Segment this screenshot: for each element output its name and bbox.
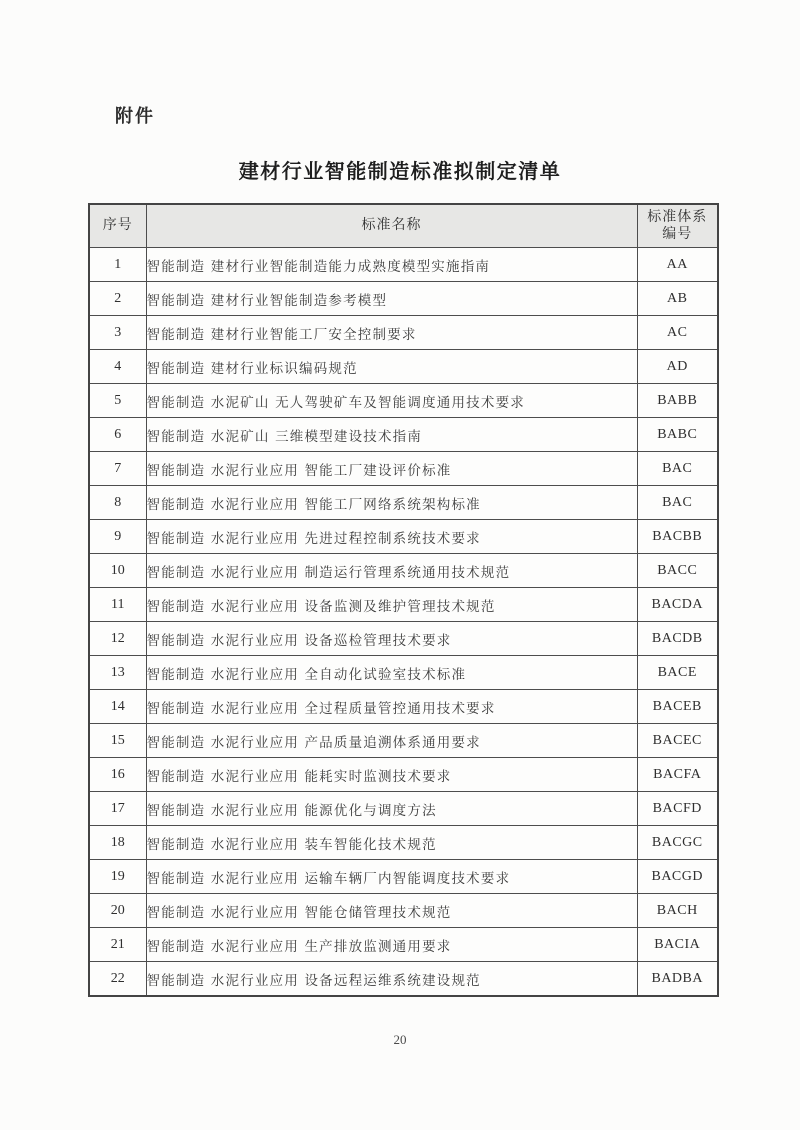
- row-name-cell: 智能制造 水泥行业应用 智能仓储管理技术规范: [146, 894, 637, 928]
- row-index-cell: 16: [89, 758, 146, 792]
- row-index-cell: 15: [89, 724, 146, 758]
- row-code-cell: BACEC: [637, 724, 718, 758]
- row-name-cell: 智能制造 建材行业智能制造参考模型: [146, 282, 637, 316]
- row-code-cell: AC: [637, 316, 718, 350]
- row-code-cell: BABC: [637, 418, 718, 452]
- table-row: [89, 248, 718, 282]
- row-index-cell: 18: [89, 826, 146, 860]
- table-row: [89, 928, 718, 962]
- table-row: [89, 384, 718, 418]
- row-name-cell: 智能制造 水泥矿山 无人驾驶矿车及智能调度通用技术要求: [146, 384, 637, 418]
- row-name-cell: 智能制造 水泥行业应用 设备监测及维护管理技术规范: [146, 588, 637, 622]
- row-name-cell: 智能制造 水泥行业应用 设备巡检管理技术要求: [146, 622, 637, 656]
- page-number: 20: [393, 1032, 407, 1047]
- row-index-cell: 9: [89, 520, 146, 554]
- row-index-cell: 2: [89, 282, 146, 316]
- header-index-label: 序号: [102, 217, 133, 234]
- header-code: [637, 204, 718, 248]
- row-index-cell: 21: [89, 928, 146, 962]
- header-code-line1: 标准体系: [647, 208, 708, 225]
- table-row: [89, 758, 718, 792]
- header-name: [146, 204, 637, 248]
- row-code-cell: BACGC: [637, 826, 718, 860]
- row-index-cell: 22: [89, 962, 146, 997]
- row-index-cell: 12: [89, 622, 146, 656]
- table-row: [89, 860, 718, 894]
- table-row: [89, 656, 718, 690]
- header-name-label: 标准名称: [361, 217, 422, 234]
- row-name-cell: 智能制造 水泥行业应用 全过程质量管控通用技术要求: [146, 690, 637, 724]
- table-row: [89, 486, 718, 520]
- table-row: [89, 350, 718, 384]
- page-title: 建材行业智能制造标准拟制定清单: [238, 159, 562, 183]
- row-code-cell: BACFA: [637, 758, 718, 792]
- row-index-cell: 17: [89, 792, 146, 826]
- table-row: [89, 690, 718, 724]
- row-code-cell: BACIA: [637, 928, 718, 962]
- row-name-cell: 智能制造 水泥行业应用 能耗实时监测技术要求: [146, 758, 637, 792]
- row-code-cell: BACEB: [637, 690, 718, 724]
- row-code-cell: BACC: [637, 554, 718, 588]
- row-index-cell: 1: [89, 248, 146, 282]
- row-code-cell: BAC: [637, 486, 718, 520]
- row-index-cell: 3: [89, 316, 146, 350]
- row-index-cell: 4: [89, 350, 146, 384]
- row-index-cell: 7: [89, 452, 146, 486]
- table-row: [89, 894, 718, 928]
- row-index-cell: 8: [89, 486, 146, 520]
- row-index-cell: 10: [89, 554, 146, 588]
- table-row: [89, 724, 718, 758]
- table-row: [89, 452, 718, 486]
- row-name-cell: 智能制造 建材行业标识编码规范: [146, 350, 637, 384]
- row-code-cell: BACDB: [637, 622, 718, 656]
- row-name-cell: 智能制造 水泥行业应用 全自动化试验室技术标准: [146, 656, 637, 690]
- row-index-cell: 13: [89, 656, 146, 690]
- table-row: [89, 316, 718, 350]
- row-name-cell: 智能制造 水泥矿山 三维模型建设技术指南: [146, 418, 637, 452]
- row-code-cell: BACBB: [637, 520, 718, 554]
- row-name-cell: 智能制造 水泥行业应用 能源优化与调度方法: [146, 792, 637, 826]
- row-code-cell: AD: [637, 350, 718, 384]
- row-name-cell: 智能制造 水泥行业应用 先进过程控制系统技术要求: [146, 520, 637, 554]
- table-row: [89, 622, 718, 656]
- row-code-cell: AB: [637, 282, 718, 316]
- row-name-cell: 智能制造 水泥行业应用 智能工厂建设评价标准: [146, 452, 637, 486]
- row-index-cell: 5: [89, 384, 146, 418]
- table-row: [89, 418, 718, 452]
- row-code-cell: BACDA: [637, 588, 718, 622]
- table-body: [89, 248, 718, 997]
- table-row: [89, 520, 718, 554]
- table-row: [89, 554, 718, 588]
- row-name-cell: 智能制造 水泥行业应用 制造运行管理系统通用技术规范: [146, 554, 637, 588]
- row-name-cell: 智能制造 水泥行业应用 运输车辆厂内智能调度技术要求: [146, 860, 637, 894]
- table-row: [89, 282, 718, 316]
- table-header: [89, 204, 718, 248]
- row-index-cell: 19: [89, 860, 146, 894]
- table-row: [89, 962, 718, 997]
- row-index-cell: 20: [89, 894, 146, 928]
- table-row: [89, 826, 718, 860]
- table-row: [89, 792, 718, 826]
- standards-table: [88, 203, 719, 997]
- row-code-cell: BABB: [637, 384, 718, 418]
- header-index: [89, 204, 146, 248]
- row-index-cell: 6: [89, 418, 146, 452]
- row-name-cell: 智能制造 建材行业智能工厂安全控制要求: [146, 316, 637, 350]
- row-index-cell: 14: [89, 690, 146, 724]
- row-code-cell: BAC: [637, 452, 718, 486]
- row-name-cell: 智能制造 水泥行业应用 装车智能化技术规范: [146, 826, 637, 860]
- row-name-cell: 智能制造 水泥行业应用 智能工厂网络系统架构标准: [146, 486, 637, 520]
- row-name-cell: 智能制造 建材行业智能制造能力成熟度模型实施指南: [146, 248, 637, 282]
- row-name-cell: 智能制造 水泥行业应用 生产排放监测通用要求: [146, 928, 637, 962]
- header-row: [89, 204, 718, 248]
- header-code-line2: 编号: [662, 226, 693, 242]
- row-index-cell: 11: [89, 588, 146, 622]
- row-code-cell: AA: [637, 248, 718, 282]
- row-code-cell: BACGD: [637, 860, 718, 894]
- table-row: [89, 588, 718, 622]
- row-code-cell: BADBA: [637, 962, 718, 997]
- row-name-cell: 智能制造 水泥行业应用 设备远程运维系统建设规范: [146, 962, 637, 997]
- row-code-cell: BACFD: [637, 792, 718, 826]
- row-name-cell: 智能制造 水泥行业应用 产品质量追溯体系通用要求: [146, 724, 637, 758]
- attachment-label: 附件: [115, 106, 155, 127]
- row-code-cell: BACE: [637, 656, 718, 690]
- row-code-cell: BACH: [637, 894, 718, 928]
